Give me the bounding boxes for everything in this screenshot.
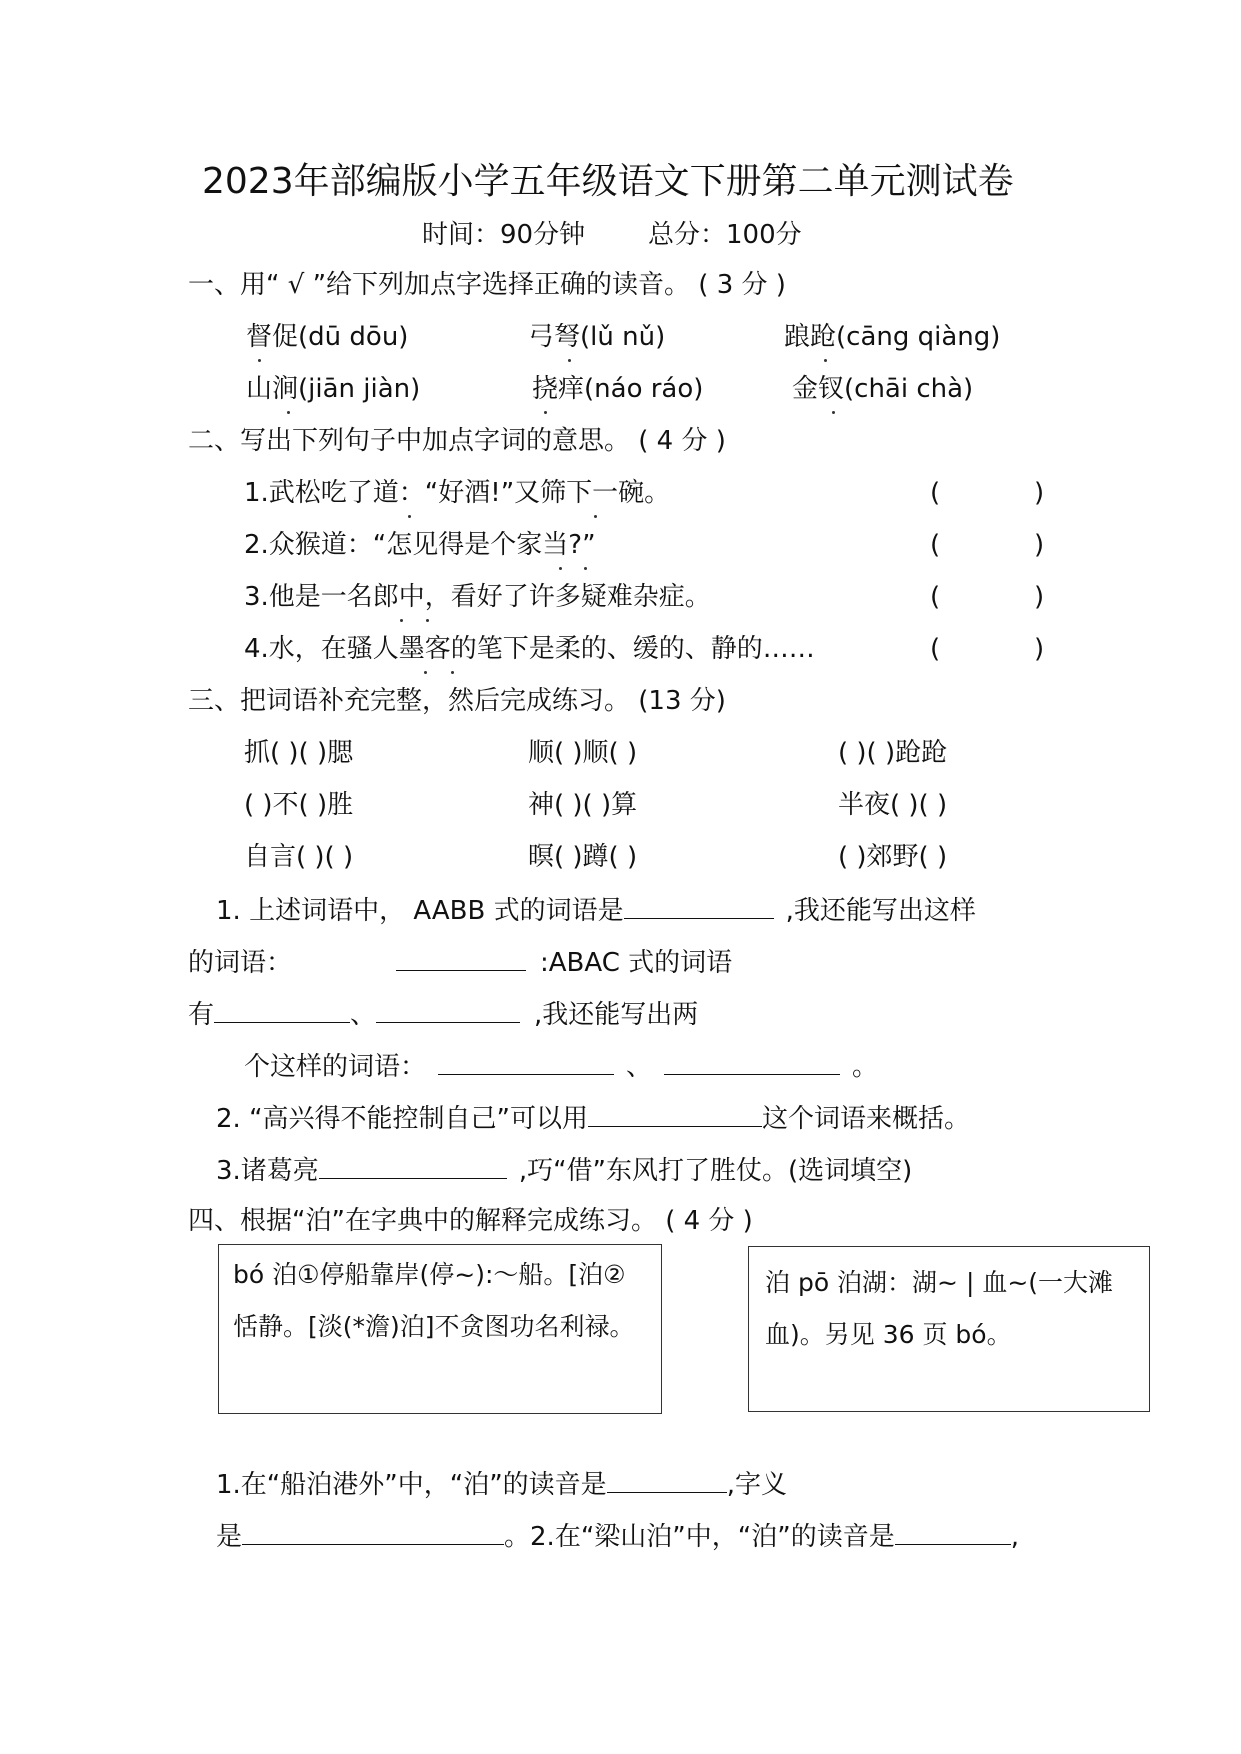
section4-heading: 四、根据“泊”在字典中的解释完成练习。 ( 4 分 ) (188, 1206, 753, 1236)
emphasis-dot (832, 411, 835, 414)
sentence-item: 3.他是一名郎中，看好了许多疑难杂症。 (244, 582, 711, 612)
pinyin-item: 弓弩(lǔ nǔ) (528, 322, 666, 352)
emphasis-dot (544, 411, 547, 414)
dictionary-box-po (748, 1246, 1150, 1412)
exam-time: 时间：90分钟 (422, 220, 586, 250)
answer-blank[interactable] (214, 996, 350, 1023)
answer-paren-close[interactable]: ) (1034, 582, 1045, 612)
emphasis-dot (400, 619, 403, 622)
answer-paren-open[interactable]: ( (930, 530, 941, 560)
section1-heading: 一、用“ √ ”给下列加点字选择正确的读音。 ( 3 分 ) (188, 270, 786, 300)
answer-blank[interactable] (664, 1048, 840, 1075)
answer-blank[interactable] (624, 892, 774, 919)
dictionary-text: bó 泊①停船靠岸(停~):～船。[泊② 恬静。[淡(*澹)泊]不贪图功名利禄。 (233, 1260, 635, 1341)
emphasis-dot (408, 515, 411, 518)
answer-paren-close[interactable]: ) (1034, 634, 1045, 664)
idiom-fill: ( )郊野( ) (838, 842, 948, 872)
emphasis-dot (559, 567, 562, 570)
answer-paren-close[interactable]: ) (1034, 478, 1045, 508)
section2-heading: 二、写出下列句子中加点字词的意思。 ( 4 分 ) (188, 426, 726, 456)
answer-blank[interactable] (376, 996, 520, 1023)
answer-blank[interactable] (242, 1518, 504, 1545)
sentence-item: 4.水，在骚人墨客的笔下是柔的、缓的、静的…… (244, 634, 815, 664)
pinyin-item: 金钗(chāi chà) (792, 374, 974, 404)
idiom-fill: 自言( )( ) (244, 842, 354, 872)
answer-blank[interactable] (438, 1048, 614, 1075)
idiom-fill: ( )( )跄跄 (838, 738, 948, 768)
section3-q1-line1: 1. 上述词语中， AABB 式的词语是 ,我还能写出这样 (216, 892, 976, 928)
section3-q1-line4: 个这样的词语： 、 。 (244, 1048, 878, 1084)
exam-total-score: 总分：100分 (648, 220, 802, 250)
page-title: 2023年部编版小学五年级语文下册第二单元测试卷 (202, 161, 1014, 202)
section3-q1-line3: 有 、 ,我还能写出两 (188, 996, 698, 1032)
idiom-fill: 半夜( )( ) (838, 790, 948, 820)
emphasis-dot (451, 671, 454, 674)
emphasis-dot (287, 411, 290, 414)
answer-blank[interactable] (895, 1518, 1011, 1545)
emphasis-dot (258, 359, 261, 362)
answer-blank[interactable] (319, 1152, 507, 1179)
answer-paren-close[interactable]: ) (1034, 530, 1045, 560)
answer-paren-open[interactable]: ( (930, 634, 941, 664)
section3-q3: 3.诸葛亮 ,巧“借”东风打了胜仗。(选词填空) (216, 1152, 912, 1188)
sentence-item: 2.众猴道：“怎见得是个家当?” (244, 530, 596, 560)
idiom-fill: 顺( )顺( ) (528, 738, 638, 768)
answer-paren-open[interactable]: ( (930, 582, 941, 612)
section3-q2: 2. “高兴得不能控制自己”可以用 这个词语来概括。 (216, 1100, 970, 1136)
idiom-fill: 神( )( )算 (528, 790, 638, 820)
dictionary-box-bo (218, 1244, 662, 1414)
pinyin-item: 踉跄(cāng qiàng) (784, 322, 1001, 352)
emphasis-dot (824, 359, 827, 362)
section4-q1-line1: 1.在“船泊港外”中，“泊”的读音是 ,字义 (216, 1466, 787, 1502)
pinyin-item: 山涧(jiān jiàn) (246, 374, 421, 404)
emphasis-dot (594, 515, 597, 518)
emphasis-dot (584, 567, 587, 570)
idiom-fill: 抓( )( )腮 (244, 738, 354, 768)
answer-blank[interactable] (607, 1466, 727, 1493)
section3-q1-line2: 的词语： :ABAC 式的词语 (188, 944, 732, 980)
idiom-fill: 暝( )蹲( ) (528, 842, 638, 872)
section4-q1-line2: 是 。2.在“梁山泊”中，“泊”的读音是 , (216, 1518, 1019, 1554)
idiom-fill: ( )不( )胜 (244, 790, 354, 820)
answer-blank[interactable] (396, 944, 526, 971)
section3-heading: 三、把词语补充完整，然后完成练习。 (13 分) (188, 686, 726, 716)
pinyin-item: 督促(dū dōu) (246, 322, 409, 352)
answer-blank[interactable] (588, 1100, 762, 1127)
pinyin-item: 挠痒(náo ráo) (532, 374, 704, 404)
emphasis-dot (424, 671, 427, 674)
emphasis-dot (568, 359, 571, 362)
emphasis-dot (426, 619, 429, 622)
dictionary-text: 泊 pō 泊湖：湖~ | 血~(一大滩血)。另见 36 页 bó。 (765, 1268, 1114, 1349)
answer-paren-open[interactable]: ( (930, 478, 941, 508)
sentence-item: 1.武松吃了道：“好酒!”又筛下一碗。 (244, 478, 671, 508)
